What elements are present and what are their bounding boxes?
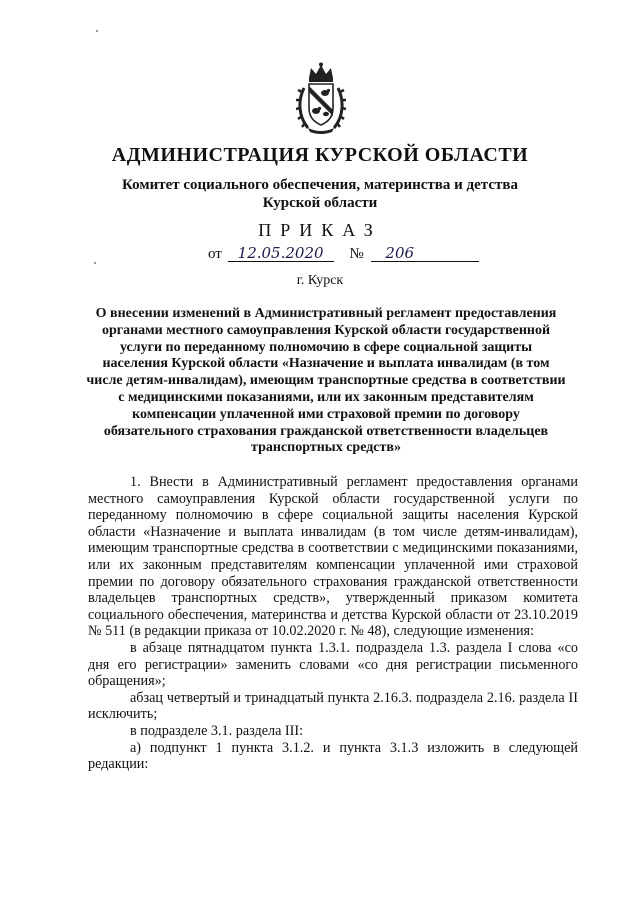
order-body xyxy=(88,474,578,773)
paragraph: 1. Внести в Административный регламент предоставления органами местного самоуправления Курской области государственной услуги по переданному полномочию в сфере социальной защиты населения Курской области «Назначение и выплата инвалидам (в том числе детям-инвалидам), имеющим транспортные средства в соответствии с медицинскими показаниями, или их законным представителям компенсации уплаченной ими страховой премии по договору обязательного страхования гражданской ответственности владельцев транспортных средств», утвержденный приказом комитета социального обеспечения, материнства и детства Курской области от 23.10.2019 № 511 (в редакции приказа от 10.02.2020 г. № 48), следующие изменения: xyxy=(88,474,578,640)
paragraph: а) подпункт 1 пункта 3.1.2. и пункта 3.1.3 изложить в следующей редакции: xyxy=(88,739,578,773)
order-heading: ПРИКАЗ xyxy=(258,220,382,240)
coat-of-arms-emblem xyxy=(296,62,346,134)
date-prefix: от xyxy=(208,246,222,262)
city: г. Курск xyxy=(296,273,344,288)
handwritten-date: 12.05.2020 xyxy=(228,245,334,262)
paragraph: абзац четвертый и тринадцатый пункта 2.16.3. подраздела 2.16. раздела II исключить; xyxy=(88,689,578,723)
order-subject: О внесении изменений в Административный регламент предоставления органами местного самоуправления Курской области государственной услуги по переданному полномочию в сфере социальной защиты населения Курской области «Назначение и выплата инвалидам (в том числе детям-инвалидам), имеющим транспортные средства в соответствии с медицинскими показаниями, или их законным представителям компенсации уплаченной ими страховой премии по договору обязательного страхования гражданской ответственности владельцев транспортных средств» xyxy=(86,306,566,456)
committee-line-1: Комитет социального обеспечения, материнства и детства xyxy=(122,177,518,193)
organization-title: АДМИНИСТРАЦИЯ КУРСКОЙ ОБЛАСТИ xyxy=(111,144,529,166)
order-date-number-line xyxy=(208,245,479,263)
paragraph: в абзаце пятнадцатом пункта 1.3.1. подраздела 1.3. раздела I слова «со дня его регистрации» заменить словами «со дня регистрации письменного обращения»; xyxy=(88,639,578,690)
scan-dot xyxy=(94,262,96,264)
number-prefix: № xyxy=(349,246,364,262)
committee-line-2: Курской области xyxy=(262,195,378,211)
scan-dot xyxy=(96,30,98,32)
paragraph: в подразделе 3.1. раздела III: xyxy=(130,722,304,739)
committee-name xyxy=(0,176,640,212)
handwritten-number: 206 xyxy=(371,245,479,262)
